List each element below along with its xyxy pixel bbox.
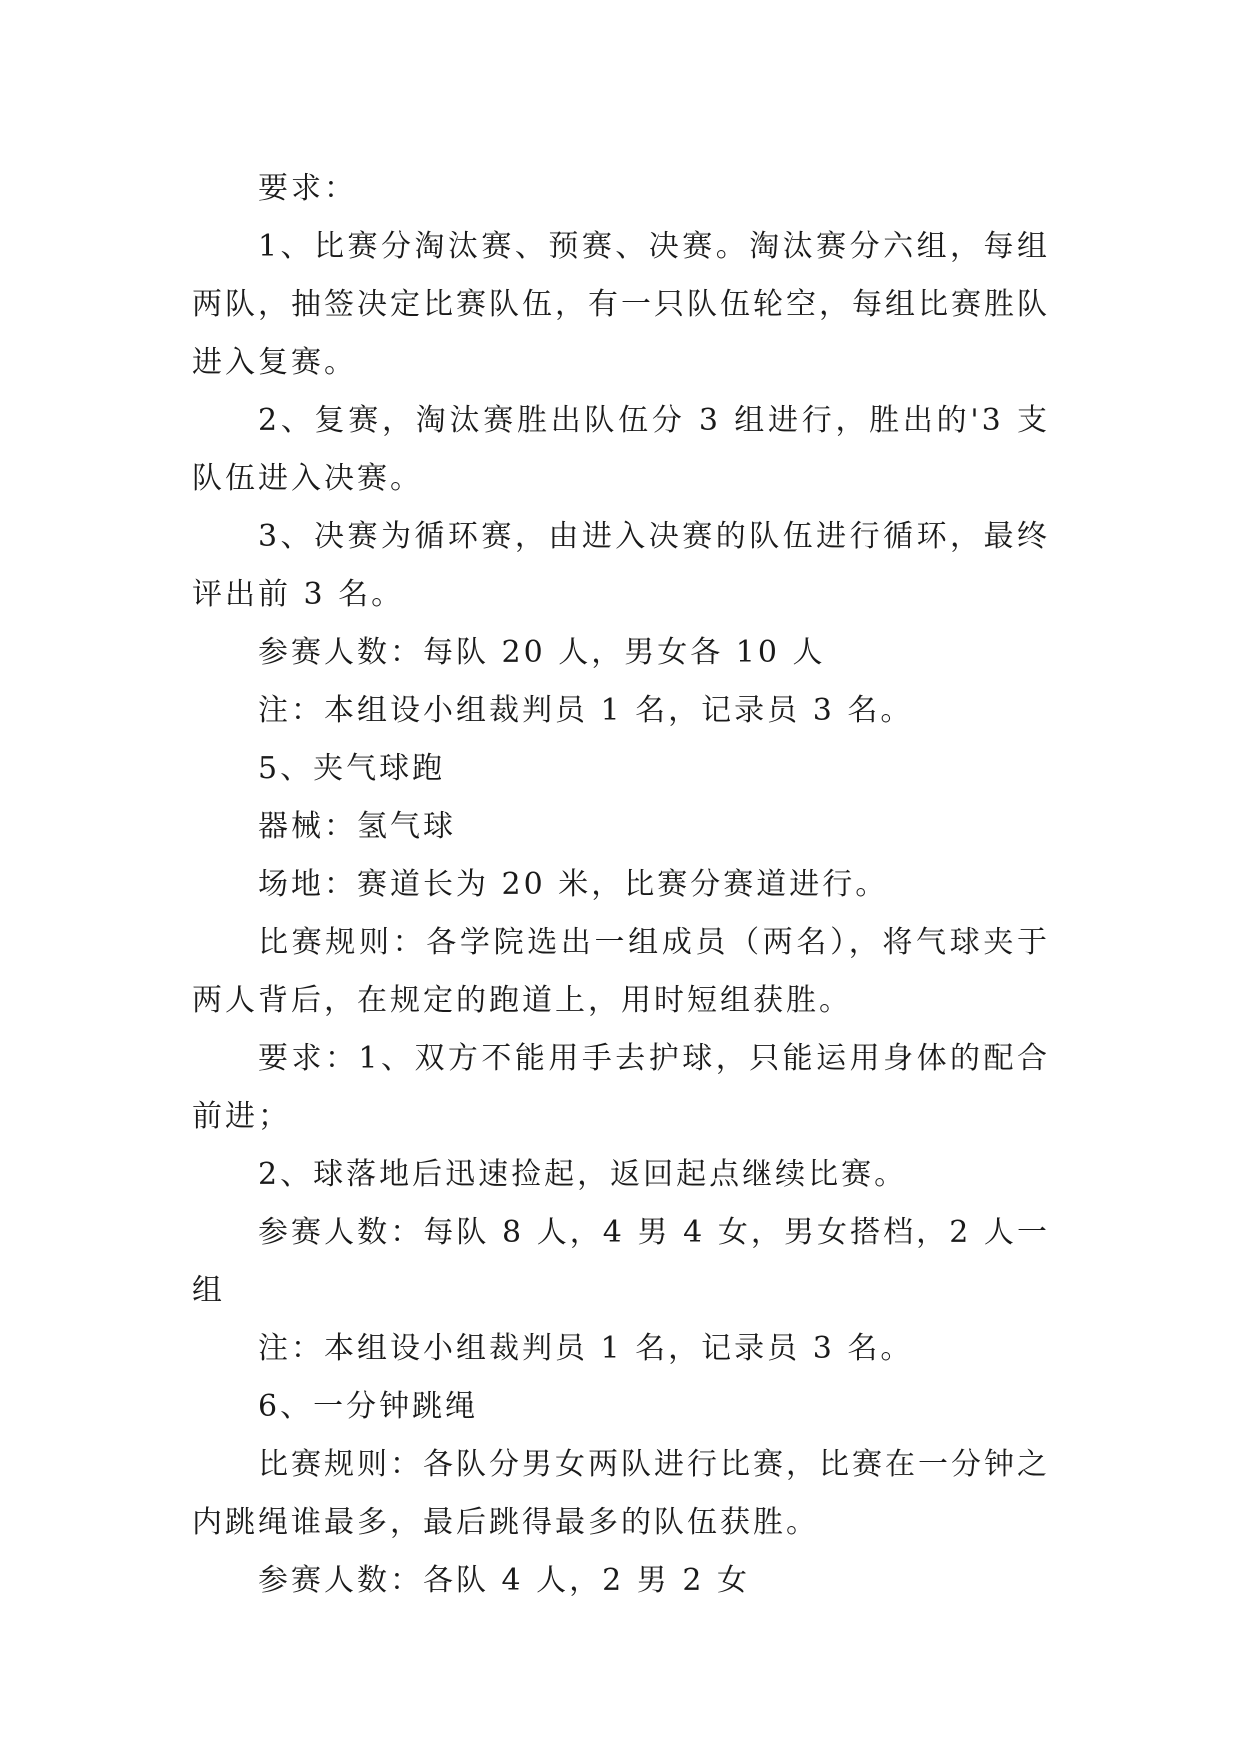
paragraph-equipment: 器械：氢气球 xyxy=(258,809,456,844)
paragraph-rule-1: 1、比赛分淘汰赛、预赛、决赛。淘汰赛分六组，每组两队，抽签决定比赛队伍，有一只队伍轮空，每组比赛胜队进入复赛。 xyxy=(192,229,1050,380)
paragraph-competition-rules-5: 比赛规则：各学院选出一组成员（两名），将气球夹于两人背后，在规定的跑道上，用时短组获胜。 xyxy=(192,925,1050,1018)
paragraph-requirement-5-2: 2、球落地后迅速捡起，返回起点继续比赛。 xyxy=(258,1157,908,1192)
paragraph-participants-1: 参赛人数：每队 20 人，男女各 10 人 xyxy=(258,635,826,670)
paragraph-event-5-title: 5、夹气球跑 xyxy=(258,751,446,786)
paragraph-note-1: 注：本组设小组裁判员 1 名，记录员 3 名。 xyxy=(258,693,914,728)
paragraph-rule-3: 3、决赛为循环赛，由进入决赛的队伍进行循环，最终评出前 3 名。 xyxy=(192,519,1050,612)
paragraph-rule-2: 2、复赛，淘汰赛胜出队伍分 3 组进行，胜出的'3 支队伍进入决赛。 xyxy=(192,403,1050,496)
paragraph-venue: 场地：赛道长为 20 米，比赛分赛道进行。 xyxy=(258,867,889,902)
paragraph-requirement-5-1: 要求：1、双方不能用手去护球，只能运用身体的配合前进； xyxy=(192,1041,1050,1134)
document-body xyxy=(192,160,1050,1610)
paragraph-event-6-title: 6、一分钟跳绳 xyxy=(258,1389,479,1424)
paragraph-participants-6: 参赛人数：各队 4 人，2 男 2 女 xyxy=(258,1563,750,1598)
paragraph-requirements-heading: 要求： xyxy=(258,171,357,206)
paragraph-note-5: 注：本组设小组裁判员 1 名，记录员 3 名。 xyxy=(258,1331,914,1366)
paragraph-competition-rules-6: 比赛规则：各队分男女两队进行比赛，比赛在一分钟之内跳绳谁最多，最后跳得最多的队伍获胜。 xyxy=(192,1447,1050,1540)
paragraph-participants-5: 参赛人数：每队 8 人，4 男 4 女，男女搭档，2 人一组 xyxy=(192,1215,1050,1308)
